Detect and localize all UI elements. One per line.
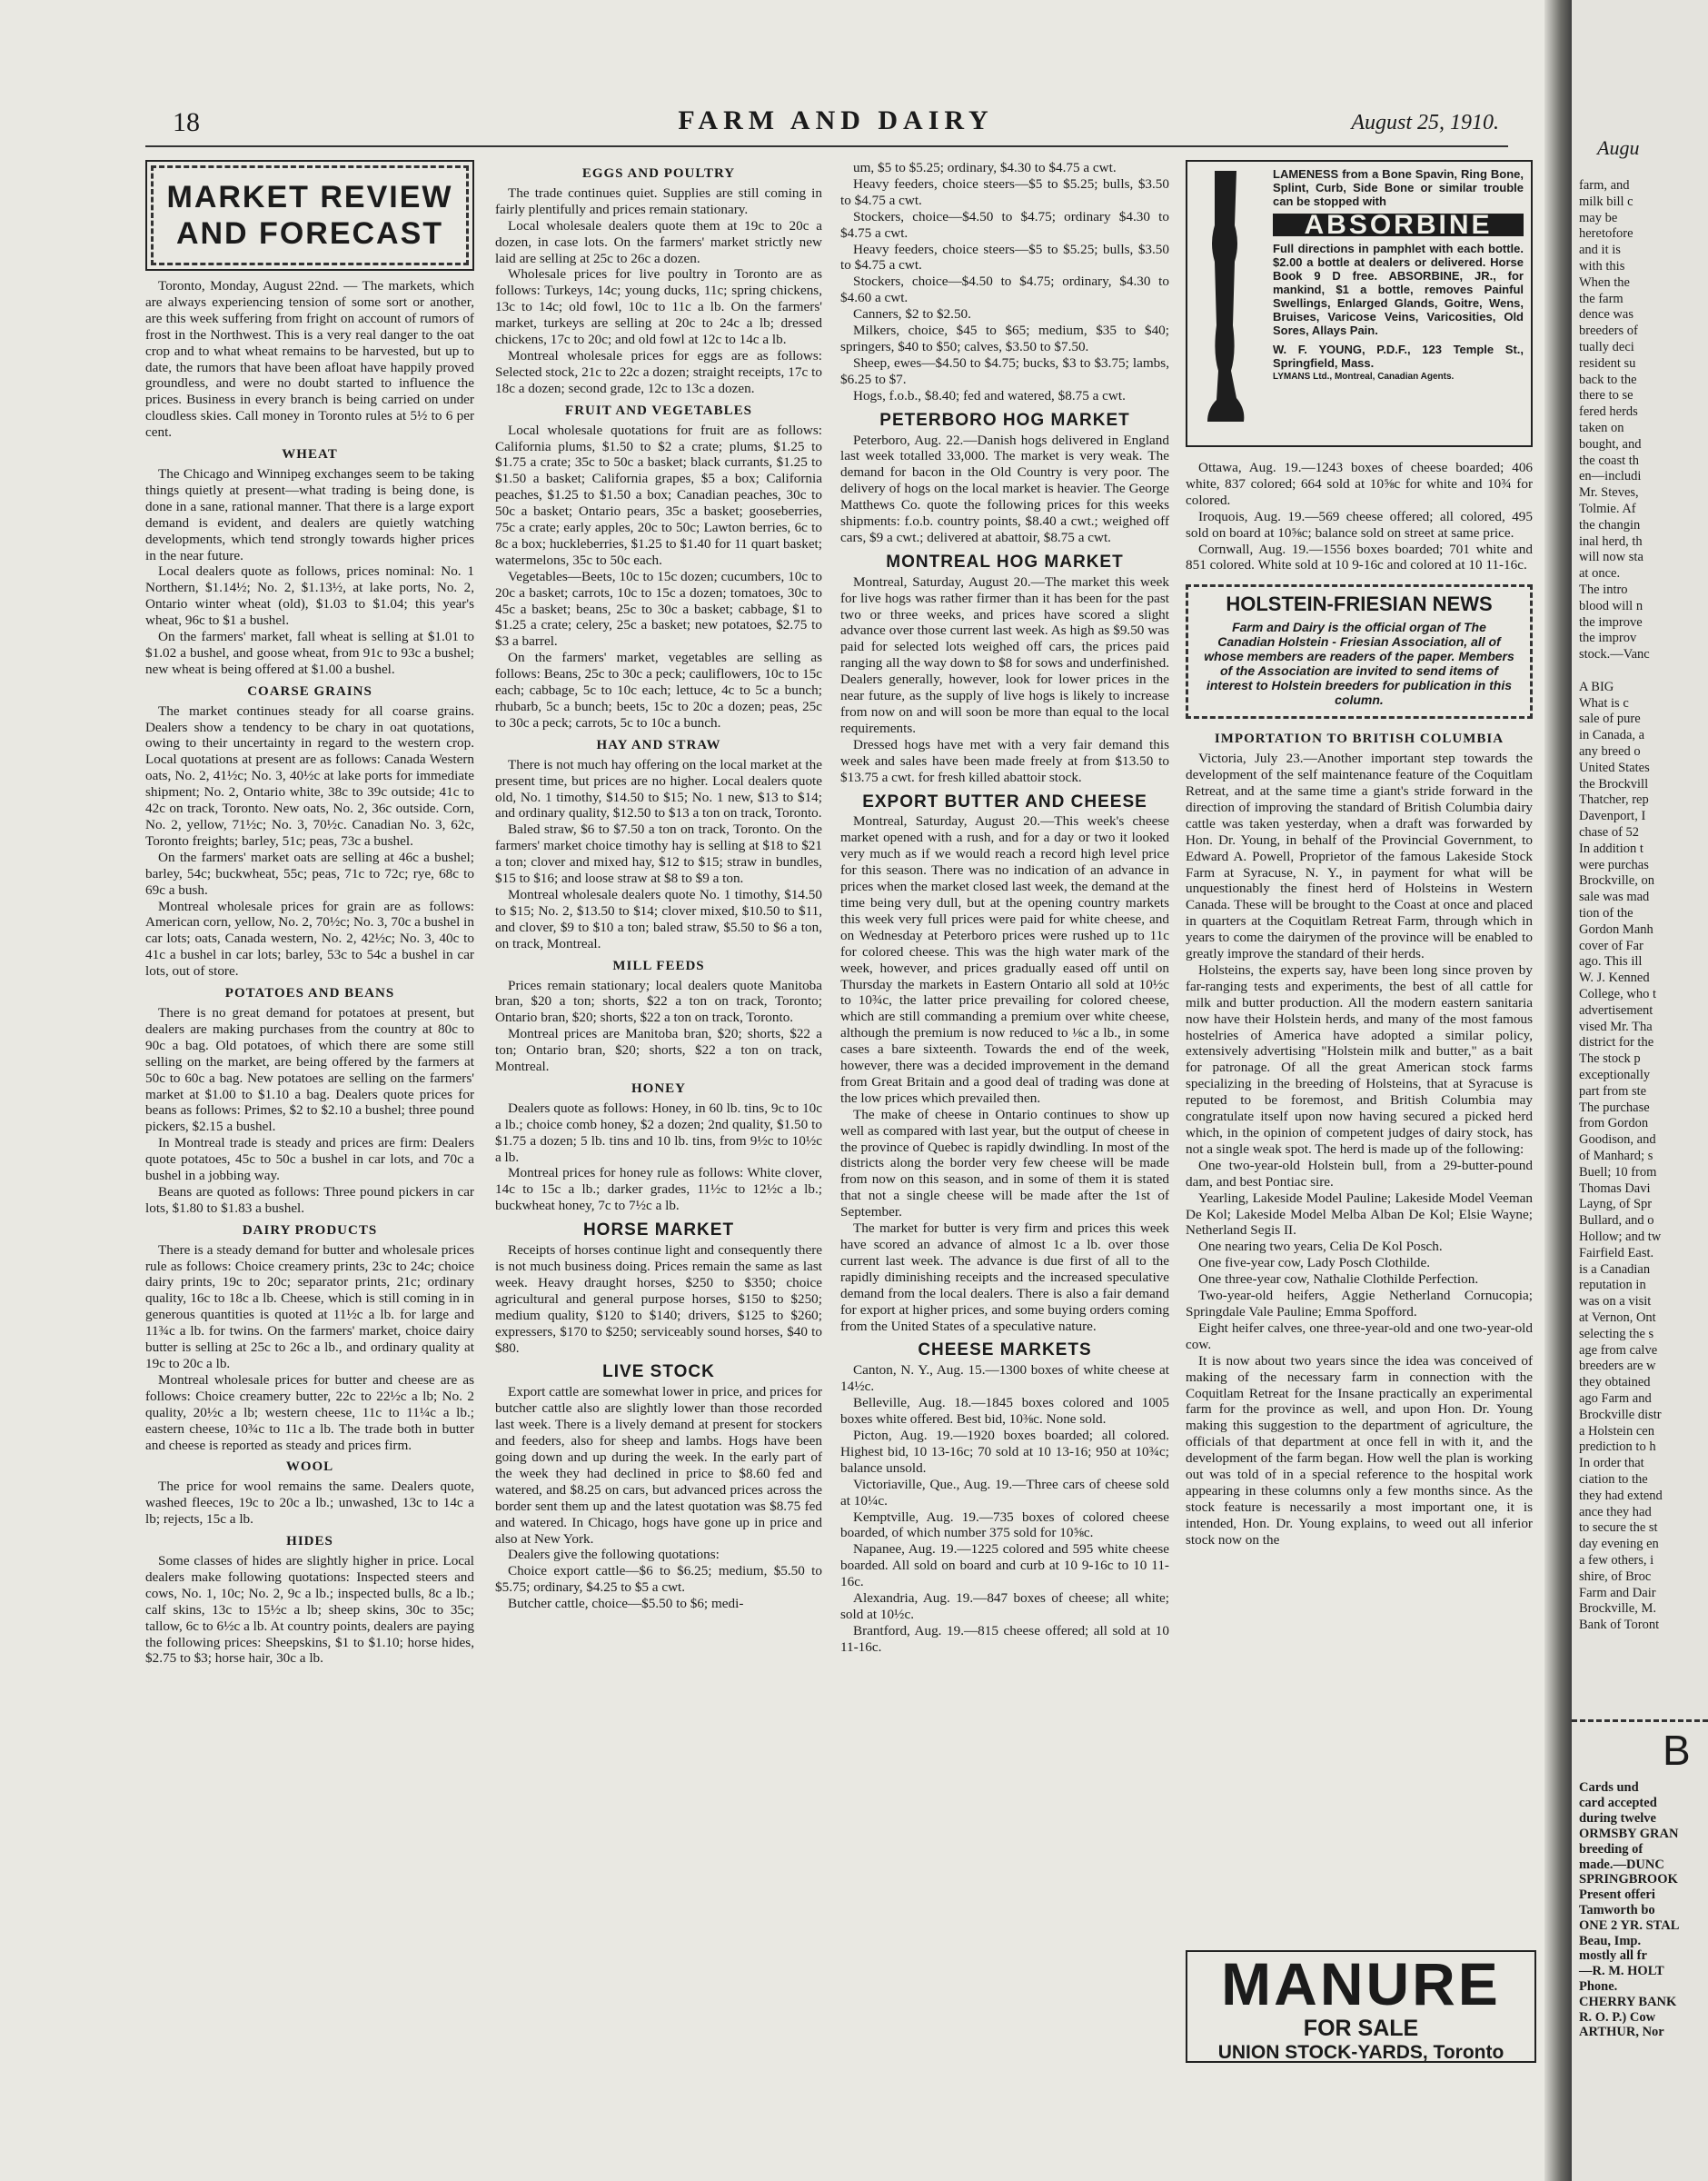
facing-page-line: day evening en [1579, 1537, 1659, 1552]
facing-page-line: dence was [1579, 307, 1634, 323]
paragraph: Receipts of horses continue light and consequently there is not much business doing. Prices remain the same as last week. Heavy draught horses, $250 to $350; choice agricultural and general purpose horses, $150 to $250; medium quality, $120 to $140; drivers, $125 to $260; expressers, $170 to $250; serviceably sound horses, $40 to $80. [495, 1242, 822, 1356]
facing-page-ad-line: ORMSBY GRAN [1579, 1827, 1679, 1841]
paragraph: The make of cheese in Ontario continues to show up well as compared with last year, but the output of cheese in the province of Quebec is rapidly dwindling. In most of the districts along the border very few cheese will be made from now on this season, and in some of them it is stated that not a single cheese will be made after the 1st of September. [840, 1106, 1169, 1220]
facing-page-ad-line: ONE 2 YR. STAL [1579, 1917, 1680, 1933]
facing-page-line: In order that [1579, 1456, 1644, 1471]
facing-page-line: What is c [1579, 695, 1629, 711]
facing-page-line: was on a visit [1579, 1294, 1652, 1310]
absorbine-headline: LAMENESS from a Bone Spavin, Ring Bone, Splint, Curb, Side Bone or similar trouble can be stopped with [1273, 167, 1524, 208]
facing-page-line: back to the [1579, 372, 1637, 387]
facing-page-line: ago Farm and [1579, 1391, 1652, 1406]
paragraph: Montreal wholesale prices for eggs are as follows: Selected stock, 21c to 22c a dozen; straight receipts, 17c to 18c a dozen; second grade, 12c to 13c a dozen. [495, 347, 822, 396]
absorbine-agent: LYMANS Ltd., Montreal, Canadian Agents. [1273, 372, 1455, 382]
facing-page-line: taken on [1579, 421, 1624, 435]
facing-page-line: they obtained [1579, 1375, 1651, 1390]
paragraph: The market for butter is very firm and prices this week have scored an advance of almost 1c a lb. over those current last week. The advance is due first of all to the rapidly diminishing receipts and the increased speculative demand from the local dealers. There is also a fair demand for export at higher prices, and some buying orders coming from the United States of a speculative nature. [840, 1220, 1169, 1334]
facing-page-line: district for the [1579, 1035, 1654, 1051]
facing-page-line: sale was mad [1579, 890, 1650, 905]
facing-page-line: Farm and Dair [1579, 1585, 1656, 1600]
facing-page-line: Brockville distr [1579, 1407, 1662, 1422]
masthead: FARM AND DAIRY [678, 105, 994, 135]
paragraph: On the farmers' market oats are selling at 46c a bushel; barley, 54c; buckwheat, 55c; peas, 71c to 72c; rye, 68c to 69c a bush. [145, 849, 474, 898]
facing-page-line: Hollow; and tw [1579, 1230, 1662, 1244]
paragraph: Heavy feeders, choice steers—$5 to $5.25; bulls, $3.50 to $4.75 a cwt. [840, 175, 1169, 208]
paragraph: Choice export cattle—$6 to $6.25; medium, $5.50 to $5.75; ordinary, $4.25 to $5 a cwt. [495, 1563, 822, 1596]
facing-page-line: heretofore [1579, 226, 1634, 242]
wool-heading: WOOL [285, 1459, 334, 1475]
hay-heading: HAY AND STRAW [596, 737, 721, 752]
facing-page-line: tion of the [1579, 906, 1634, 921]
facing-page-line: with this [1579, 259, 1625, 274]
facing-page-header: Augu [1597, 136, 1640, 159]
facing-page-line: en—includi [1579, 469, 1642, 484]
facing-page-line: age from calve [1579, 1342, 1658, 1358]
paragraph: On the farmers' market, vegetables are selling as follows: Beans, 25c to 30c a peck; cauliflowers, 10c to 15c each; cabbage, 5c to 10c each; lettuce, 4c to 5c a bunch; rhubarb, 5c a bunch; beets, 15c to 20c a dozen; peas, 25c to 30c a peck; carrots, 5c to 10c a bunch. [495, 650, 822, 731]
paragraph: Two-year-old heifers, Aggie Netherland Cornucopia; Springdale Vale Pauline; Emma Spofford. [1186, 1288, 1533, 1320]
facing-page-line: resident su [1579, 355, 1636, 371]
hides-heading: HIDES [286, 1534, 333, 1549]
facing-page-line: Gordon Manh [1579, 921, 1653, 937]
paragraph: In Montreal trade is steady and prices are firm: Dealers quote potatoes, 45c to 50c a bushel in car lots, and 70c a bushel in a jobbing way. [145, 1135, 474, 1184]
facing-page-line: exceptionally [1579, 1068, 1651, 1082]
facing-page-line: Layng, of Spr [1579, 1197, 1653, 1212]
facing-page-ad-line: made.—DUNC [1579, 1857, 1664, 1872]
facing-page-line: Fairfield East. [1579, 1245, 1654, 1260]
facing-page-ad-line: CHERRY BANK [1579, 1994, 1677, 2009]
paragraph: There is not much hay offering on the local market at the present time, but prices are no higher. Local dealers quote old, No. 1 timothy, $14.50 to $15; No. 1 new, $13 to $14; and ordinary quality, $12.50 to $13 a ton on track, Toronto. [495, 756, 822, 822]
facing-page-line: Buell; 10 from [1579, 1164, 1657, 1180]
paragraph: Montreal wholesale prices for butter and cheese are as follows: Choice creamery butter, 22c to 22½c a lb; No. 2 quality, 20½c a lb; western cheese, 11c to 11¼c a lb.; eastern cheese, 10¾c to 11c a lb. The trade both in butter and cheese is reported as steady and prices firm. [145, 1371, 474, 1453]
facing-page-line: Goodison, and [1579, 1132, 1656, 1148]
column-2 [495, 160, 822, 1612]
paragraph: Heavy feeders, choice steers—$5 to $5.25; bulls, $3.50 to $4.75 a cwt. [840, 241, 1169, 274]
facing-page-card-line: card accepted [1579, 1796, 1657, 1810]
facing-page-line: Thomas Davi [1579, 1180, 1651, 1196]
paragraph: One nearing two years, Celia De Kol Posch. [1198, 1239, 1443, 1255]
facing-page-line: the farm [1579, 291, 1624, 306]
facing-page-line: at once. [1579, 566, 1621, 582]
paragraph: Prices remain stationary; local dealers quote Manitoba bran, $20 a ton; shorts, $22 a ton on track, Toronto; Ontario bran, $20; shorts, $22 a ton on track, Toronto. [495, 977, 822, 1026]
facing-page-line: chase of 52 [1579, 825, 1640, 840]
facing-page-line: will now sta [1579, 550, 1643, 565]
facing-page-ad-line: mostly all fr [1579, 1948, 1647, 1964]
paragraph: Stockers, choice—$4.50 to $4.75; ordinary $4.30 to $4.75 a cwt. [840, 208, 1169, 241]
wheat-heading: WHEAT [282, 447, 338, 463]
paragraph: One two-year-old Holstein bull, from a 29-butter-pound dam, and best Pontiac sire. [1186, 1157, 1533, 1190]
facing-page-line: Brockville, on [1579, 873, 1654, 889]
paragraph: Vegetables—Beets, 10c to 15c dozen; cucumbers, 10c to 20c a basket; carrots, 10c to 15c a dozen; tomatoes, 30c to 45c a basket; beans, 25c to 30c a basket; cabbage, $1 to $1.25 a crate; celery, 25c a basket; new potatoes, $2.75 to $3 a barrel. [495, 568, 822, 650]
paragraph: Sheep, ewes—$4.50 to $4.75; bucks, $3 to $3.75; lambs, $6.25 to $7. [840, 354, 1169, 387]
intro-paragraph: Toronto, Monday, August 22nd. — The markets, which are always experiencing tension of some sort or another, are this week suffering from fright on account of rumors of frost in the Northwest. This is a very real danger to the oat crop and to what wheat remains to be harvested, but up to date, the rumors that have been afloat have happily proved groundless, and were no doubt started to influence the prices. Business in every branch is being carried on under cloudless skies. Call money in Toronto rules at 5½ to 6 per cent. [145, 278, 474, 441]
paragraph: Dealers quote as follows: Honey, in 60 lb. tins, 9c to 10c a lb.; choice comb honey, $2 a dozen; 2nd quality, $1.50 to $1.75 a dozen; 5 lb. tins and 10 lb. tins, from 9½c to 10½c a lb. [495, 1100, 822, 1165]
paragraph: Baled straw, $6 to $7.50 a ton on track, Toronto. On the farmers' market choice timothy hay is selling at $18 to $21 a ton; clover and mixed hay, $12 to $15; straw in bundles, $15 to $16; and loose straw at $8 to $9 a ton. [495, 822, 822, 887]
paragraph: Montreal wholesale prices for grain are as follows: American corn, yellow, No. 2, 70½c; No. 3, 70c a bushel in car lots; oats, Canada western, No. 2, 42½c; No. 3, 40c to 41c a bushel in car lots; barley, 53c to 54c a bushel in car lots, out of store. [145, 898, 474, 980]
facing-page-line: they had extend [1579, 1488, 1663, 1503]
paragraph: Victoriaville, Que., Aug. 19.—Three cars of cheese sold at 10¼c. [840, 1476, 1169, 1509]
facing-page-line: selecting the s [1579, 1326, 1654, 1341]
paragraph: Canners, $2 to $2.50. [853, 306, 971, 323]
paragraph: Local dealers quote as follows, prices nominal: No. 1 Northern, $1.14½; No. 2, $1.13½, at lake ports, No. 2, Ontario winter wheat (old), $1.03 to $1.04; this year's wheat, 96c to $1 a bushel. [145, 563, 474, 629]
facing-page-ad-line: ARTHUR, Nor [1579, 2025, 1664, 2040]
facing-page-line: ago. This ill [1579, 954, 1643, 970]
facing-page-line: ciation to the [1579, 1472, 1648, 1487]
manure-for-sale: FOR SALE [1303, 2016, 1419, 2041]
facing-page-line: the coast th [1579, 453, 1640, 468]
facing-page-line: farm, and [1579, 178, 1630, 193]
facing-page-line: fered herds [1579, 404, 1638, 420]
paragraph: Dealers give the following quotations: [508, 1547, 720, 1563]
facing-page-line: bought, and [1579, 436, 1642, 452]
facing-page-line: any breed o [1579, 744, 1641, 759]
paragraph: Napanee, Aug. 19.—1225 colored and 595 white cheese boarded. All sold on board and curb at 10 9-16c to 10 11-16c. [840, 1541, 1169, 1590]
paragraph: Kemptville, Aug. 19.—735 boxes of colored cheese boarded, of which number 375 sold for 10⅝c. [840, 1509, 1169, 1541]
mill-feeds-heading: MILL FEEDS [612, 958, 705, 973]
paragraph: One three-year cow, Nathalie Clothilde Perfection. [1198, 1271, 1479, 1288]
paragraph: The market continues steady for all coarse grains. Dealers show a tendency to be chary in oat quotations, owing to their uncertainty in regard to the western crop. Local quotations at present are as follows: Canada Western oats, No. 2, 41½c; No. 3, 40½c at lake ports for immediate shipment; No. 2, Ontario white, 38c to 39c outside; 41c to 42c on track, Toronto. New oats, No. 2, 36c outside. Corn, No. 2, yellow, 71½c; No. 3, 70½c. Canadian No. 3, 62c, Toronto freights; barley, 51c; peas, 73c a bushel. [145, 702, 474, 849]
facing-page-line: Davenport, I [1579, 809, 1646, 824]
facing-page-line: a Holstein cen [1579, 1423, 1654, 1439]
export-butter-heading: EXPORT BUTTER AND CHEESE [862, 792, 1147, 812]
facing-page-line: tually deci [1579, 340, 1634, 354]
manure-headline: MANURE [1221, 1950, 1501, 2017]
paragraph: Brantford, Aug. 19.—815 cheese offered; all sold at 10 11-16c. [840, 1622, 1169, 1655]
paragraph: Holsteins, the experts say, have been long since proven by far-ranging tests and experiments, the best of all cattle for milk and butter production. All the modern eastern sanitaria now have their Holstein herds, and many of the most famous hostelries of America have adopted a similar policy, extensively advertising "Holstein milk and butter," as a bait for patronage. Of all the great American stock farms specializing in the breeding of Holsteins, that at Syracuse is reputed to be foremost, and British Columbia may congratulate itself upon now having secured a picked herd which, in the opinion of competent judges of dairy stock, has not a single weak spot. The herd is made up of the following: [1186, 961, 1533, 1157]
paragraph: Yearling, Lakeside Model Pauline; Lakeside Model Veeman De Kol; Lakeside Model Melba Alban De Kol; Elsie Wayne; Netherland Segis II. [1186, 1190, 1533, 1239]
facing-page-ad-line: R. O. P.) Cow [1579, 2009, 1656, 2025]
facing-page-line: the changin [1579, 517, 1641, 533]
facing-page-line: The stock p [1579, 1051, 1641, 1067]
facing-page-line: blood will n [1579, 598, 1643, 613]
facing-page-line: the improv [1579, 631, 1637, 646]
facing-page [1572, 0, 1708, 2181]
horse-leg-icon [1195, 171, 1258, 425]
horse-market-heading: HORSE MARKET [582, 1220, 735, 1240]
paragraph: On the farmers' market, fall wheat is selling at $1.01 to $1.02 a bushel, and goose wheat, from 91c to 93c a bushel; new wheat is being offered at $1.00 a bushel. [145, 629, 474, 677]
paragraph: It is now about two years since the idea was conceived of making of the necessary farm in connection with the Coquitlam Retreat for the Insane practically an experimental farm for the province as well, and upon Hon. Dr. Young making this suggestion to the department of agriculture, the officials of that department at once fell in with it, and the development of the farm began. How well the plan is working out was told of in a special reference to the hospital work appearing in these columns only a few months since. As the stock feature is necessarily a most important one, it is intended, Hon. Dr. Young explains, to weed out all inferior stock now on the [1186, 1352, 1533, 1548]
manure-seller: UNION STOCK-YARDS, Toronto [1217, 2042, 1504, 2063]
paragraph: Local wholesale dealers quote them at 19c to 20c a dozen, in case lots. On the farmers' market strictly new laid are selling at 25c to 26c a dozen. [495, 217, 822, 266]
eggs-heading: EGGS AND POULTRY [581, 166, 736, 181]
holstein-news-text: Farm and Dairy is the official organ of The Canadian Holstein - Friesian Association, all of whose members are readers of the paper. Members of the Association are invited to send items of interest to Holstein breeders for publication in this column. [1204, 620, 1514, 708]
column-1 [145, 160, 474, 1667]
facing-page-line: at Vernon, Ont [1579, 1310, 1656, 1325]
header-rule [145, 145, 1508, 147]
binding-gutter [1544, 0, 1572, 2181]
page-number: 18 [173, 107, 200, 137]
facing-page-line: shire, of Broc [1579, 1569, 1652, 1584]
facing-page-line: inal herd, th [1579, 533, 1643, 549]
cheese-markets-heading: CHEESE MARKETS [918, 1340, 1092, 1360]
facing-page-ad-line: Tamworth bo [1579, 1903, 1655, 1917]
facing-page-line: When the [1579, 274, 1630, 290]
paragraph: Picton, Aug. 19.—1920 boxes boarded; all colored. Highest bid, 10 13-16c; 70 sold at 10 13-16; 950 at 10¾c; balance unsold. [840, 1427, 1169, 1476]
issue-date: August 25, 1910. [1351, 111, 1499, 134]
facing-page-line: advertisement [1579, 1002, 1653, 1018]
peterboro-heading: PETERBORO HOG MARKET [879, 410, 1130, 430]
facing-page-line: Mr. Steves, [1579, 485, 1639, 501]
paragraph: Montreal, Saturday, August 20.—This week's cheese market opened with a rush, and for a day or two it looked very much as if we would reach a record high level price for this season. There was no indication of an advance in prices when the market closed last week, the demand at the time being very dull, but at the opening country markets this week very full prices were paid for white cheese, and on Wednesday at Peterboro prices were rushed up to 11c for colored cheese. This was the high water mark of the week, however, and prices gradually eased off until on Thursday the markets in Eastern Ontario all sold at 10½c to 10¾c, the latter price prevailing for colored cheese, which are still commanding a premium over white cheese, although the premium is now reduced to ⅛c a lb., in some cases a bare sixteenth. Towards the end of the week, however, there was a decided improvement in the demand from Great Britain and a good deal of trading was done at the low prices which prevailed then. [840, 813, 1169, 1106]
paragraph: Eight heifer calves, one three-year-old and one two-year-old cow. [1186, 1320, 1533, 1352]
facing-page-ad-line: Present offeri [1579, 1887, 1655, 1903]
facing-page-line: to secure the st [1579, 1520, 1658, 1536]
facing-page-ad-line: Phone. [1579, 1979, 1618, 1994]
facing-page-line: the Brockvill [1579, 776, 1649, 792]
market-review-title: MARKET REVIEW AND FORECAST [151, 165, 469, 265]
column-3 [840, 160, 1169, 1656]
absorbine-copy [1273, 167, 1524, 383]
market-review-title-box [145, 160, 474, 271]
facing-page-ad-line: —R. M. HOLT [1579, 1964, 1664, 1979]
paragraph: Hogs, f.o.b., $8.40; fed and watered, $8.75 a cwt. [853, 387, 1126, 403]
potatoes-heading: POTATOES AND BEANS [224, 986, 395, 1001]
absorbine-body: Full directions in pamphlet with each bottle. $2.00 a bottle at dealers or delivered. Horse Book 9 D free. ABSORBINE, JR., for mankind, $1 a bottle, removes Painful Swellings, Enlarged Glands, Goitre, Wens, Bruises, Varicose Veins, Varicosities, Old Sores, Allays Pain. [1273, 242, 1524, 337]
holstein-news-title: HOLSTEIN-FRIESIAN NEWS [1226, 593, 1493, 616]
absorbine-firm: W. F. YOUNG, P.D.F., 123 Temple St., Springfield, Mass. [1273, 343, 1524, 370]
paragraph: Beans are quoted as follows: Three pound pickers in car lots, $1.80 to $1.83 a bushel. [145, 1183, 474, 1216]
montreal-hog-heading: MONTREAL HOG MARKET [886, 552, 1124, 572]
absorbine-brand: ABSORBINE [1273, 214, 1524, 236]
paragraph: um, $5 to $5.25; ordinary, $4.30 to $4.75 a cwt. [853, 160, 1117, 175]
facing-page-line: Bank of Toront [1579, 1618, 1660, 1633]
paragraph: Dressed hogs have met with a very fair demand this week and sales have been made freely at from $13.50 to $13.75 a cwt. for fresh killed abattoir stock. [840, 736, 1169, 785]
facing-page-line: a few others, i [1579, 1553, 1654, 1568]
paragraph: Canton, N. Y., Aug. 15.—1300 boxes of white cheese at 14½c. [840, 1362, 1169, 1395]
paragraph: Montreal prices for honey rule as follows: White clover, 14c to 15c a lb.; darker grades, 11½c to 12½c a lb.; buckwheat honey, 7c to 7½c a lb. [495, 1165, 822, 1214]
facing-page-line: milk bill c [1579, 194, 1634, 209]
paragraph: There is no great demand for potatoes at present, but dealers are making purchases from the country at 80c to 90c a bag. Old potatoes, of which there are some still selling on the market, are being offered by the farmers at 50c to 60c a bag. New potatoes are selling on the farmers' market at $1.00 to $1.10 a bag. Dealers quote prices for beans as follows: Primes, $2 to $2.10 a bushel; three pound pickers, $2.15 a bushel. [145, 1004, 474, 1135]
holstein-news-box [1186, 584, 1533, 719]
page-header [173, 107, 1499, 144]
paragraph: Iroquois, Aug. 19.—569 cheese offered; all colored, 495 sold on board at 10⅝c; balance sold on street at same price. [1186, 508, 1533, 541]
coarse-grains-heading: COARSE GRAINS [247, 683, 372, 699]
fruit-heading: FRUIT AND VEGETABLES [565, 403, 752, 418]
facing-page-line: in Canada, a [1579, 728, 1645, 743]
facing-page-line: there to se [1579, 388, 1634, 403]
paragraph: Montreal prices are Manitoba bran, $20; shorts, $22 a ton; Ontario bran, $20; shorts, $22 a ton on track, Montreal. [495, 1026, 822, 1075]
paragraph: The price for wool remains the same. Dealers quote, washed fleeces, 19c to 20c a lb.; unwashed, 13c to 14c a lb; rejects, 15c a lb. [145, 1479, 474, 1528]
paragraph: Ottawa, Aug. 19.—1243 boxes of cheese boarded; 406 white, 837 colored; 664 sold at 10⅝c for white and 10¾ for colored. [1186, 460, 1533, 508]
british-columbia-heading: IMPORTATION TO BRITISH COLUMBIA [1214, 732, 1504, 747]
facing-page-line: breeders of [1579, 324, 1638, 339]
paragraph: Cornwall, Aug. 19.—1556 boxes boarded; 701 white and 851 colored. White sold at 10 9-16c and colored at 10 11-16c. [1186, 541, 1533, 573]
paragraph: Local wholesale quotations for fruit are as follows: California plums, $1.50 to $2 a crate; plums, $1.25 to $1.75 a crate; 35c to 50c a basket; black currants, $1.25 to $1.50 a basket; California grapes, $5 a box; California peaches, $1.25 to $1.50 a box; Canadian peaches, 30c to 50c a basket; Ontario pears, 35c a basket; gooseberries, 75c a crate; early apples, 20c to 50c; Lawton berries, 6c to 8c a box; huckleberries, $1.25 to $1.40 for 11 quart basket; watermelons, 35c to 50c each. [495, 422, 822, 568]
facing-page-line: ance they had [1579, 1504, 1652, 1519]
facing-page-card-line: Cards und [1579, 1780, 1639, 1795]
facing-page-line: Brockville, M. [1579, 1601, 1656, 1617]
facing-page-ad-line: Beau, Imp. [1579, 1933, 1642, 1948]
facing-page-line: Bullard, and o [1579, 1213, 1654, 1229]
facing-page-line: Tolmie. Af [1579, 502, 1636, 516]
facing-page-line: part from ste [1579, 1083, 1647, 1099]
paragraph: Milkers, choice, $45 to $65; medium, $35 to $40; springers, $40 to $50; calves, $3.50 to $7.50. [840, 323, 1169, 354]
facing-page-line: W. J. Kenned [1579, 971, 1650, 986]
facing-page-line: were purchas [1579, 857, 1649, 872]
facing-page-card-letter: B [1663, 1727, 1691, 1774]
paragraph: The trade continues quiet. Supplies are still coming in fairly plentifully and prices remain stationary. [495, 184, 822, 217]
dairy-heading: DAIRY PRODUCTS [242, 1222, 378, 1238]
paragraph: The Chicago and Winnipeg exchanges seem to be taking things quietly at present—what trading is being done, is done in a sane, rational manner. That there is a large export demand is evident, and dealers are quietly watching developments, which tend strongly towards higher prices in the near future. [145, 465, 474, 563]
facing-page-ad-line: breeding of [1579, 1841, 1643, 1857]
facing-page-line: of Manhard; s [1579, 1149, 1653, 1163]
paragraph: Export cattle are somewhat lower in price, and prices for butcher cattle also are slightly lower than those recorded last week. There is a lively demand at present for stockers and feeders, also for sheep and lambs. Hogs have been going down and up during the week. In the early part of the week they had declined in price to $8.60 fed and watered, and $8.25 on cars, but advanced prices across the border sent them up and the latest quotation was $8.75 fed and watered. In Chicago, hogs have gone up in price and also at New York. [495, 1384, 822, 1547]
paragraph: Alexandria, Aug. 19.—847 boxes of cheese; all white; sold at 10½c. [840, 1590, 1169, 1622]
facing-page-line: reputation in [1579, 1278, 1646, 1293]
facing-page-line: the improve [1579, 614, 1643, 630]
paragraph: Belleville, Aug. 18.—1845 boxes colored and 1005 boxes white offered. Best bid, 10⅜c. None sold. [840, 1395, 1169, 1428]
paragraph: Butcher cattle, choice—$5.50 to $6; medi- [508, 1596, 744, 1612]
facing-page-line: may be [1579, 210, 1618, 225]
facing-page-line: College, who t [1579, 987, 1656, 1001]
paragraph: Montreal wholesale dealers quote No. 1 timothy, $14.50 to $15; No. 2, $13.50 to $14; clover mixed, $10.50 to $11, and clover, $9 to $10 a ton; baled straw, $5.50 to $6 a ton, on track, Montreal. [495, 886, 822, 951]
paragraph: Victoria, July 23.—Another important step towards the development of the self maintenance feature of the Coquitlam Retreat, and at the same time a giant's stride forward in the direction of improving the standard of British Columbia dairy cattle was taken yesterday, when a draft was forwarded by Hon. Dr. Young, in behalf of the Provincial Government, to Edward A. Powell, Proprietor of the famous Lakeside Stock Farm at Syracuse, N. Y., in payment for what will be unquestionably the finest herd of Holsteins in Western Canada. These will be brought to the Coast at once and placed in quarters at the Coquitlam Retreat Farm, through which in years to come the dairymen of the province will be enabled to greatly improve the standard of their herds. [1186, 751, 1533, 962]
facing-page-line: stock.—Vanc [1579, 647, 1650, 662]
facing-page-line: is a Canadian [1579, 1261, 1651, 1277]
paragraph: One five-year cow, Lady Posch Clothilde. [1198, 1255, 1431, 1271]
absorbine-advertisement [1186, 160, 1533, 447]
facing-page-card-line: during twelve [1579, 1811, 1656, 1826]
facing-page-card-box [1572, 1719, 1708, 1826]
live-stock-heading: LIVE STOCK [602, 1362, 715, 1382]
paragraph: Peterboro, Aug. 22.—Danish hogs delivered in England last week totalled 33,000. The market is very weak. The demand for bacon in the Old Country is very poor. The delivery of hogs on the local market is heavier. The George Matthews Co. quote the following prices for this weeks shipments: f.o.b. country points, $8.40 a cwt.; weighed off cars, $9 a cwt.; delivered at abattoir, $8.75 a cwt. [840, 432, 1169, 545]
facing-page-line: sale of pure [1579, 712, 1641, 727]
facing-page-line: cover of Far [1579, 938, 1643, 953]
facing-page-line: from Gordon [1579, 1116, 1649, 1131]
facing-page-line: A BIG [1579, 679, 1614, 694]
facing-page-line: Thatcher, rep [1579, 792, 1649, 808]
manure-advertisement [1186, 1950, 1536, 2063]
paragraph: Montreal, Saturday, August 20.—The market this week for live hogs was rather firmer than it has been for the past two or three weeks, and prices have scored a slight advance over those current last week. As high as $9.50 was paid for selected lots weighed off cars, the prices paid ranging all the way down to $8 for sows and underfinished. Dealers generally, however, look for lower prices in the near future, as the supply of live hogs is likely to increase from now on and will soon be more than equal to the local requirements. [840, 573, 1169, 736]
paragraph: Wholesale prices for live poultry in Toronto are as follows: Turkeys, 14c; young ducks, 11c; spring chickens, 13c to 14c; old fowl, 10c to 11c a lb. On the farmers' market, turkeys are selling at 20c to 24c a lb; dressed chickens, 17c to 20c; and old fowl at 12c to 14c a lb. [495, 266, 822, 348]
facing-page-line: vised Mr. Tha [1579, 1019, 1653, 1034]
facing-page-ad-line: SPRINGBROOK [1579, 1872, 1678, 1887]
facing-page-line: In addition t [1579, 841, 1643, 856]
honey-heading: HONEY [631, 1081, 686, 1096]
facing-page-line: The purchase [1579, 1100, 1650, 1115]
facing-page-line: United States [1579, 760, 1650, 775]
facing-page-line: breeders are w [1579, 1359, 1656, 1374]
paragraph: Stockers, choice—$4.50 to $4.75; ordinary, $4.30 to $4.60 a cwt. [840, 274, 1169, 306]
column-4 [1186, 160, 1533, 1549]
facing-page-line: and it is [1579, 243, 1621, 258]
facing-page-line: The intro [1579, 583, 1628, 597]
paragraph: Some classes of hides are slightly higher in price. Local dealers make following quotations: Inspected steers and cows, No. 1, 10c; No. 2, 9c a lb.; inspected bulls, 8c a lb.; calf skins, 13c to 15½c a lb; sheep skins, 30c to 35c; tallow, 6c to 6½c a lb. At country points, dealers are paying the following prices: Sheepskins, $1 to $1.10; horse hides, $2.75 to $3; horse hair, 30c a lb. [145, 1552, 474, 1667]
paragraph: There is a steady demand for butter and wholesale prices rule as follows: Choice creamery prints, 23c to 24c; choice dairy prints, 19c to 20c; separator prints, 21c; ordinary quality, 16c to 18c a lb. Cheese, which is still coming in in generous quantities is quoted at 11½c a lb. for large and 11¾c a lb. for twins. On the farmers' market, choice dairy butter is selling at 25c to 26c a lb., and ordinary quality at 19c to 20c a lb. [145, 1241, 474, 1371]
facing-page-line: prediction to h [1579, 1439, 1656, 1455]
